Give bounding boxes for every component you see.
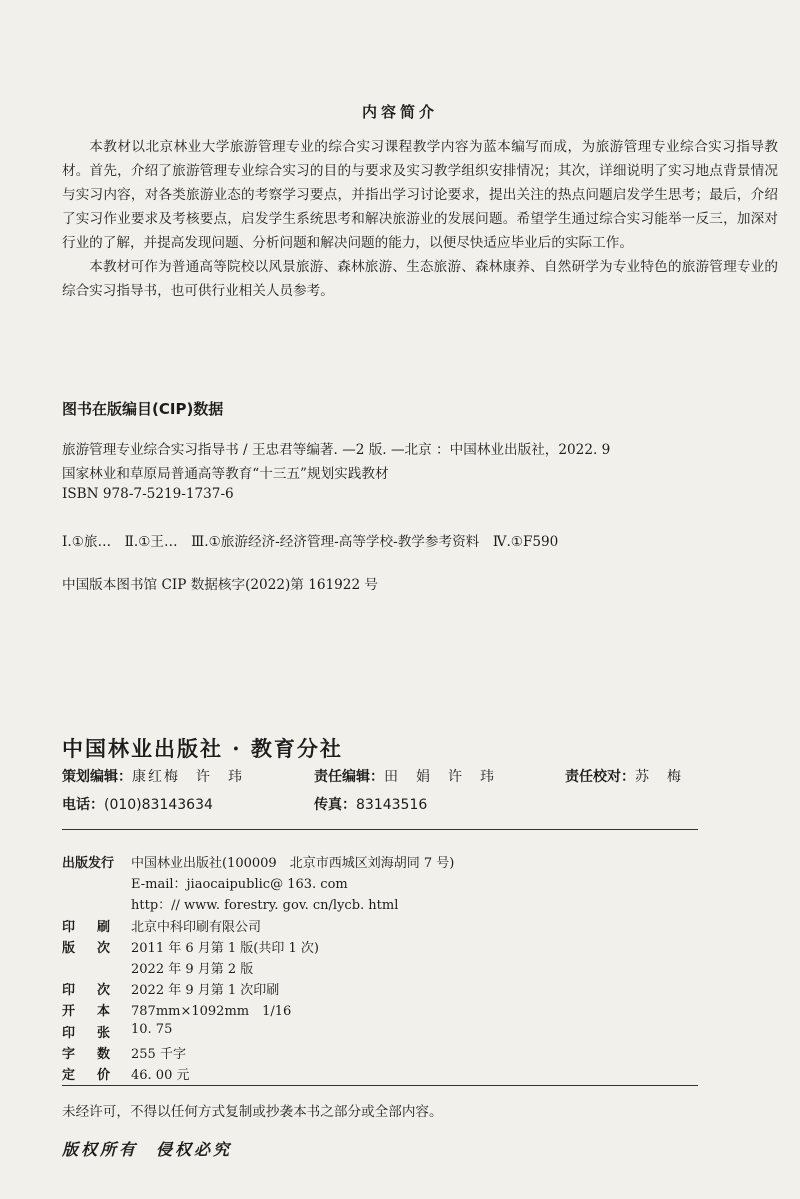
cip-series-line: 国家林业和草原局普通高等教育“十三五”规划实践教材 bbox=[62, 466, 389, 482]
infringement-notice: 侵权必究 bbox=[156, 1140, 233, 1159]
summary-title: 内容简介 bbox=[361, 103, 438, 121]
cip-verification: 中国版本图书馆 CIP 数据核字(2022)第 161922 号 bbox=[62, 577, 379, 593]
cip-classification: Ⅰ.①旅… Ⅱ.①王… Ⅲ.①旅游经济-经济管理-高等学校-教学参考资料 Ⅳ.①F590 bbox=[62, 534, 559, 550]
phone-number: (010)83143634 bbox=[104, 797, 213, 813]
info-value: 2022 年 9 月第 2 版 bbox=[131, 962, 254, 977]
info-value: 46. 00 元 bbox=[131, 1068, 190, 1083]
copy-notice: 未经许可，不得以任何方式复制或抄袭本书之部分或全部内容。 bbox=[62, 1104, 443, 1120]
proofreader: 苏 梅 bbox=[635, 769, 683, 785]
fax-number: 83143516 bbox=[356, 797, 428, 813]
rights-reserved: 版权所有 bbox=[62, 1140, 139, 1159]
phone-label: 电话： bbox=[62, 797, 104, 813]
info-value: 10. 75 bbox=[131, 1021, 173, 1037]
cip-record-line: 旅游管理专业综合实习指导书 / 王忠君等编著. —2 版. —北京 ：中国林业出版社，2022. 9 bbox=[62, 442, 611, 458]
publisher-name: 中国林业出版社 · 教育分社 bbox=[62, 736, 343, 761]
info-value: 北京中科印刷有限公司 bbox=[131, 919, 262, 935]
divider bbox=[62, 1085, 698, 1086]
divider bbox=[62, 829, 698, 830]
cip-heading: 图书在版编目(CIP)数据 bbox=[62, 400, 224, 418]
fax-label: 传真： bbox=[314, 797, 356, 813]
info-key: 定价 bbox=[62, 1068, 133, 1083]
info-key: 字数 bbox=[62, 1046, 133, 1062]
info-value: 2022 年 9 月第 1 次印刷 bbox=[131, 983, 280, 999]
info-value: http：// www. forestry. gov. cn/lycb. html bbox=[131, 898, 399, 914]
info-value: 2011 年 6 月第 1 版(共印 1 次) bbox=[131, 940, 319, 956]
responsible-editor: 田 娟 许 玮 bbox=[384, 769, 496, 785]
info-key: 版次 bbox=[62, 940, 133, 956]
info-key: 印次 bbox=[62, 983, 133, 999]
summary-paragraph: 本教材以北京林业大学旅游管理专业的综合实习课程教学内容为蓝本编写而成，为旅游管理专业综合实习指导教材。首先，介绍了旅游管理专业综合实习的目的与要求及实习教学组织安排情况；其次，详细说明了实习地点背景情况与实习内容，对各类旅游业态的考察学习要点，并指出学习讨论要求，提出关注的热点问题启发学生思考；最后，介绍了实习作业要求及考核要点，启发学生系统思考和解决旅游业的发展问题。希望学生通过综合实习能举一反三，加深对行业的了解，并提高发现问题、分析问题和解决问题的能力，以便尽快适应毕业后的实际工作。 bbox=[62, 139, 778, 251]
info-value: E-mail：jiaocaipublic@ 163. com bbox=[131, 877, 348, 893]
info-key: 印刷 bbox=[62, 919, 133, 935]
rights-statement bbox=[62, 1137, 232, 1160]
info-key: 出版发行 bbox=[62, 856, 115, 871]
info-value: 中国林业出版社(100009 北京市西城区刘海胡同 7 号) bbox=[131, 856, 455, 871]
info-key: 印张 bbox=[62, 1025, 133, 1041]
planning-editor-label: 策划编辑： bbox=[62, 769, 132, 785]
cip-isbn: ISBN 978-7-5219-1737-6 bbox=[62, 486, 234, 502]
proofreader-label: 责任校对： bbox=[565, 769, 635, 785]
info-value: 787mm×1092mm 1/16 bbox=[131, 1004, 292, 1020]
info-value: 255 千字 bbox=[131, 1046, 186, 1062]
summary-body bbox=[62, 135, 778, 303]
info-key: 开本 bbox=[62, 1004, 133, 1020]
responsible-editor-label: 责任编辑： bbox=[314, 769, 384, 785]
summary-paragraph: 本教材可作为普通高等院校以风景旅游、森林旅游、生态旅游、森林康养、自然研学为专业特色的旅游管理专业的综合实习指导书，也可供行业相关人员参考。 bbox=[62, 259, 778, 299]
planning-editor: 康红梅 许 玮 bbox=[132, 769, 244, 785]
